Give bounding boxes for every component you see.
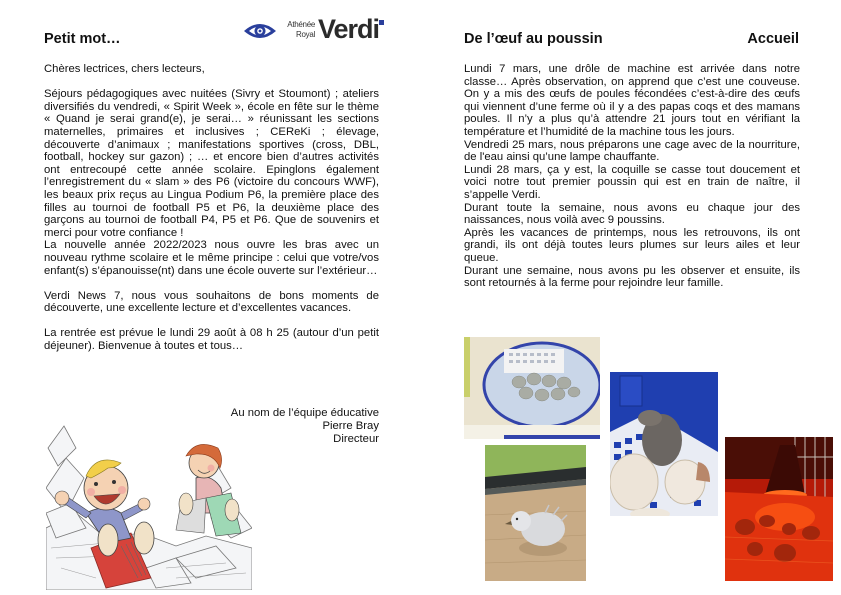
page-title-petit-mot: Petit mot… [44, 31, 121, 47]
article-paragraph: Lundi 28 mars, ça y est, la coquille se casse tout doucement et voici notre tout premier poussin qui est en train de naître, il s’appelle Verdi. [464, 163, 800, 201]
paragraph-new-year: La nouvelle année 2022/2023 nous ouvre les bras avec un nouveau rythme scolaire et le même principe : celui que votre/vos enfant(s) s’épanouisse(nt) dans une école ouverte sur l’extérieur… [44, 239, 379, 277]
article-paragraph: Durant une semaine, nous avons pu les observer et ensuite, ils sont retournés à la ferme pour rejoindre leur famille. [464, 264, 800, 290]
logo-royal-text: Royal [296, 30, 315, 39]
signature-block [231, 407, 379, 446]
chick-on-windowsill-photo [485, 445, 586, 581]
signature-team: Au nom de l’équipe éducative [230, 407, 379, 419]
eye-icon [243, 20, 277, 42]
article-body [464, 63, 800, 290]
hatching-chick-photo [610, 372, 718, 516]
logo-verdi-text: Verdi [318, 14, 380, 44]
article-paragraph: Après les vacances de printemps, nous les retrouvons, ils ont grandi, ils ont déjà toutes leurs plumes sur leurs ailes et leur queue. [464, 226, 800, 264]
school-logo [243, 14, 388, 48]
paragraph-wishes: Verdi News 7, nous vous souhaitons de bons moments de découverte, une excellente lecture et d’excellentes vacances. [44, 289, 379, 315]
article-paragraph: Lundi 7 mars, une drôle de machine est arrivée dans notre classe… Après observation, on apprend que c’est une couveuse. On y a mis des œufs de poules fécondées c’est-à-dire des œufs qui viennent d’une ferme où il y a des papas coqs et des mamans poules. Il n’y a plus qu’à attendre 21 jours tout en vérifiant la température et l’humidité de la machine tous les jours. [464, 63, 800, 138]
logo-accent-square [379, 20, 384, 25]
left-page [0, 0, 420, 595]
section-label: Accueil [747, 31, 799, 47]
article-paragraph: Durant toute la semaine, nous avons eu chaque jour des naissances, nous voilà avec 9 poussins. [464, 201, 800, 227]
article-paragraph: Vendredi 25 mars, nous préparons une cage avec de la nourriture, de l'eau ainsi qu’une lampe chauffante. [464, 138, 800, 164]
article-title: De l’œuf au poussin [464, 31, 603, 47]
letter-body [44, 63, 379, 353]
children-books-illustration [46, 418, 252, 590]
greeting: Chères lectrices, chers lecteurs, [44, 63, 205, 75]
right-page [420, 0, 841, 595]
paragraph-back-to-school: La rentrée est prévue le lundi 29 août à 08 h 25 (autour d’un petit déjeuner). Bienvenue à toutes et tous… [44, 327, 379, 353]
paragraph-activities: Séjours pédagogiques avec nuitées (Sivry et Stoumont) ; ateliers diversifiés du vendredi, « Spirit Week », école en fête sur le thème « Quand je serai grand(e), je serai… » réunissant les sections maternelles, primaires et inclusives ; CEReKi ; élevage, découverte d’animaux ; manifestations sportives (cross, DBL, football, hockey sur gazon) ; … et encore bien d’autres activités ont entrecoupé cette année scolaire. Epinglons également l’enregistrement du « slam » des P6 (victoire du concours WWF), les beaux prix reçus au Lingua Podium P6, la première place des filles au tournoi de football P5 et P6, la deuxième place des garçons au tournoi de football P4, P5 et P6. Que de souvenirs et merci pour votre confiance ! [44, 88, 379, 239]
logo-athenee-text: Athénée [287, 20, 315, 29]
signature-name: Pierre Bray [322, 420, 379, 432]
incubator-photo [464, 337, 600, 439]
signature-role: Directeur [333, 433, 379, 445]
heat-lamp-photo [725, 437, 833, 581]
